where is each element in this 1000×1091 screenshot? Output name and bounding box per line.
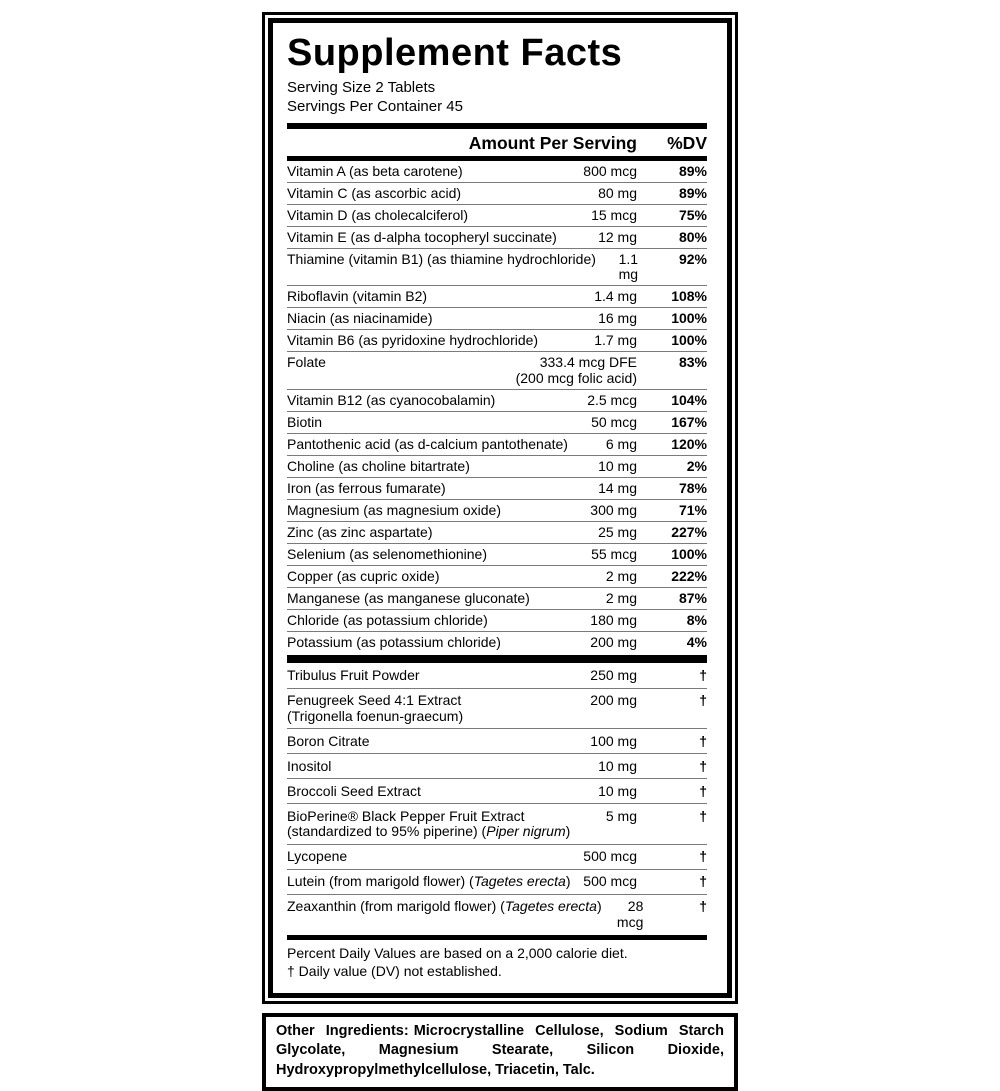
- ingredient-dv: 89%: [678, 162, 707, 179]
- supplement-facts-title: Supplement Facts: [287, 32, 623, 74]
- supplement-row: [287, 434, 707, 456]
- ingredient-dv: 80%: [678, 228, 707, 245]
- ingredient-amount: 50 mcg: [591, 413, 637, 430]
- supplement-row: [287, 352, 707, 390]
- ingredient-name: Tribulus Fruit Powder: [287, 667, 420, 684]
- ingredient-amount: 1.1 mg: [618, 250, 639, 283]
- ingredient-name: Vitamin B6 (as pyridoxine hydrochloride): [287, 332, 539, 349]
- ingredient-amount: 15 mcg: [591, 206, 637, 223]
- ingredient-name: BioPerine® Black Pepper Fruit Extract (standardized to 95% piperine) (Piper nigrum): [287, 807, 571, 840]
- ingredient-amount: 6 mg: [605, 435, 637, 452]
- ingredient-name: Zeaxanthin (from marigold flower) (Tagetes erecta): [287, 898, 602, 915]
- ingredient-name: Magnesium (as magnesium oxide): [287, 501, 501, 518]
- ingredient-dv: 100%: [671, 332, 707, 349]
- supplement-facts-inner: [268, 18, 732, 998]
- ingredient-amount: 1.4 mg: [594, 288, 637, 305]
- ingredient-name: Lycopene: [287, 848, 348, 865]
- ingredient-name: Choline (as choline bitartrate): [287, 457, 470, 474]
- ingredient-dv: †: [699, 757, 707, 774]
- supplement-row: [287, 183, 707, 205]
- ingredient-dv: 167%: [671, 413, 707, 430]
- ingredient-amount: 80 mg: [598, 184, 637, 201]
- supplement-row: [287, 308, 707, 330]
- ingredient-dv: †: [699, 807, 707, 824]
- ingredient-dv: 2%: [686, 457, 707, 474]
- ingredient-name: Copper (as cupric oxide): [287, 567, 440, 584]
- servings-per-container: Servings Per Container 45: [287, 97, 463, 115]
- ingredient-name: Vitamin A (as beta carotene): [287, 162, 463, 179]
- ingredient-name: Vitamin C (as ascorbic acid): [287, 184, 462, 201]
- supplement-row: [287, 754, 707, 779]
- supplement-row: [287, 664, 707, 689]
- ingredient-name: Vitamin B12 (as cyanocobalamin): [287, 391, 496, 408]
- supplement-row: [287, 500, 707, 522]
- supplement-row: [287, 456, 707, 478]
- supplement-row: [287, 161, 707, 183]
- other-ingredients-text: [276, 1022, 724, 1081]
- supplement-row: [287, 729, 707, 754]
- ingredient-amount: 2 mg: [605, 567, 637, 584]
- ingredient-amount: 2.5 mcg: [587, 391, 637, 408]
- ingredient-dv: 4%: [686, 633, 707, 650]
- ingredient-dv: 75%: [678, 206, 707, 223]
- ingredient-dv: †: [699, 782, 707, 799]
- ingredient-dv: †: [699, 732, 707, 749]
- supplement-row: [287, 249, 707, 287]
- supplement-row: [287, 227, 707, 249]
- ingredient-amount: 10 mg: [598, 457, 637, 474]
- ingredient-name: Broccoli Seed Extract: [287, 782, 421, 799]
- serving-size: Serving Size 2 Tablets: [287, 78, 436, 96]
- percent-dv-header: %DV: [667, 132, 707, 153]
- ingredient-name: Inositol: [287, 757, 332, 774]
- ingredient-dv: 8%: [686, 611, 707, 628]
- ingredient-dv: †: [699, 692, 707, 709]
- ingredient-dv: 100%: [671, 545, 707, 562]
- footnote-dagger: † Daily value (DV) not established.: [287, 963, 502, 980]
- ingredient-dv: 120%: [671, 435, 707, 452]
- other-ingredients-label: Other Ingredients:: [276, 1022, 409, 1039]
- ingredient-name: Riboflavin (vitamin B2): [287, 288, 428, 305]
- ingredient-amount: 1.7 mg: [594, 332, 637, 349]
- ingredient-name: Vitamin D (as cholecalciferol): [287, 206, 469, 223]
- ingredient-name: Niacin (as niacinamide): [287, 310, 433, 327]
- ingredient-dv: 227%: [671, 523, 707, 540]
- supplement-row: [287, 412, 707, 434]
- ingredient-name: Zinc (as zinc aspartate): [287, 523, 433, 540]
- ingredient-dv: †: [699, 873, 707, 890]
- ingredient-amount: 200 mg: [590, 692, 637, 709]
- ingredient-name: Fenugreek Seed 4:1 Extract (Trigonella foenun-graecum): [287, 692, 464, 724]
- vitamins-table: [287, 161, 707, 653]
- ingredient-amount: 300 mg: [590, 501, 637, 518]
- ingredient-amount: 25 mg: [598, 523, 637, 540]
- ingredient-amount: 100 mg: [590, 732, 637, 749]
- ingredient-name: Lutein (from marigold flower) (Tagetes erecta): [287, 873, 571, 890]
- ingredient-amount: 500 mcg: [583, 848, 637, 865]
- supplement-row: [287, 588, 707, 610]
- ingredient-amount: 2 mg: [605, 589, 637, 606]
- ingredient-amount: 10 mg: [598, 757, 637, 774]
- ingredient-amount: 180 mg: [590, 611, 637, 628]
- ingredient-dv: 100%: [671, 310, 707, 327]
- ingredient-dv: 89%: [678, 184, 707, 201]
- ingredient-dv: 108%: [671, 288, 707, 305]
- ingredient-dv: 104%: [671, 391, 707, 408]
- ingredient-amount: 55 mcg: [591, 545, 637, 562]
- ingredient-name: Thiamine (vitamin B1) (as thiamine hydrochloride): [287, 250, 596, 267]
- ingredient-amount: 28 mcg: [616, 898, 644, 930]
- ingredient-name: Potassium (as potassium chloride): [287, 633, 501, 650]
- ingredient-name: Pantothenic acid (as d-calcium pantothenate): [287, 435, 568, 452]
- supplement-row: [287, 390, 707, 412]
- ingredient-dv: †: [699, 848, 707, 865]
- supplement-row: [287, 779, 707, 804]
- ingredient-name: Folate: [287, 354, 326, 371]
- supplement-row: [287, 870, 707, 895]
- ingredient-dv: 92%: [678, 250, 707, 267]
- ingredient-amount: 16 mg: [598, 310, 637, 327]
- ingredient-dv: 222%: [671, 567, 707, 584]
- supplement-row: [287, 804, 707, 845]
- ingredient-dv: 83%: [678, 354, 707, 371]
- supplement-row: [287, 566, 707, 588]
- footnote-daily-values: Percent Daily Values are based on a 2,000 calorie diet.: [287, 944, 628, 961]
- table-header-row: [287, 129, 707, 161]
- other-ingredients-list: Microcrystalline Cellulose, Sodium Starch Glycolate, Magnesium Stearate, Silicon Dioxide, Hydroxypropylmethylcellulose, Triacetin, Talc.: [276, 1022, 724, 1078]
- ingredient-amount: 12 mg: [598, 228, 637, 245]
- ingredient-amount: 333.4 mcg DFE (200 mcg folic acid): [515, 354, 637, 386]
- ingredient-dv: †: [699, 667, 707, 684]
- ingredient-dv: 87%: [678, 589, 707, 606]
- supplement-row: [287, 610, 707, 632]
- other-ingredients-panel: [262, 1013, 738, 1091]
- supplement-row: [287, 330, 707, 352]
- ingredient-dv: 78%: [678, 479, 707, 496]
- ingredient-name: Boron Citrate: [287, 732, 370, 749]
- ingredient-name: Iron (as ferrous fumarate): [287, 479, 446, 496]
- ingredient-amount: 500 mcg: [583, 873, 637, 890]
- ingredient-amount: 14 mg: [598, 479, 637, 496]
- supplement-row: [287, 895, 707, 935]
- amount-per-serving-header: Amount Per Serving: [468, 132, 637, 153]
- ingredient-amount: 800 mcg: [583, 162, 637, 179]
- botanicals-table: [287, 664, 707, 935]
- ingredient-name: Vitamin E (as d-alpha tocopheryl succinate): [287, 228, 557, 245]
- ingredient-amount: 5 mg: [605, 807, 637, 824]
- supplement-row: [287, 845, 707, 870]
- supplement-row: [287, 689, 707, 730]
- ingredient-dv: †: [699, 898, 707, 915]
- ingredient-amount: 250 mg: [590, 667, 637, 684]
- ingredient-amount: 200 mg: [590, 633, 637, 650]
- ingredient-dv: 71%: [678, 501, 707, 518]
- ingredient-name: Selenium (as selenomethionine): [287, 545, 487, 562]
- supplement-row: [287, 544, 707, 566]
- supplement-row: [287, 522, 707, 544]
- supplement-row: [287, 632, 707, 653]
- ingredient-name: Biotin: [287, 413, 323, 430]
- supplement-facts-panel: [262, 12, 738, 1004]
- supplement-row: [287, 286, 707, 308]
- supplement-row: [287, 205, 707, 227]
- ingredient-name: Manganese (as manganese gluconate): [287, 589, 530, 606]
- supplement-row: [287, 478, 707, 500]
- ingredient-amount: 10 mg: [598, 782, 637, 799]
- ingredient-name: Chloride (as potassium chloride): [287, 611, 488, 628]
- footnote-divider: [287, 935, 707, 940]
- section-divider: [287, 655, 707, 663]
